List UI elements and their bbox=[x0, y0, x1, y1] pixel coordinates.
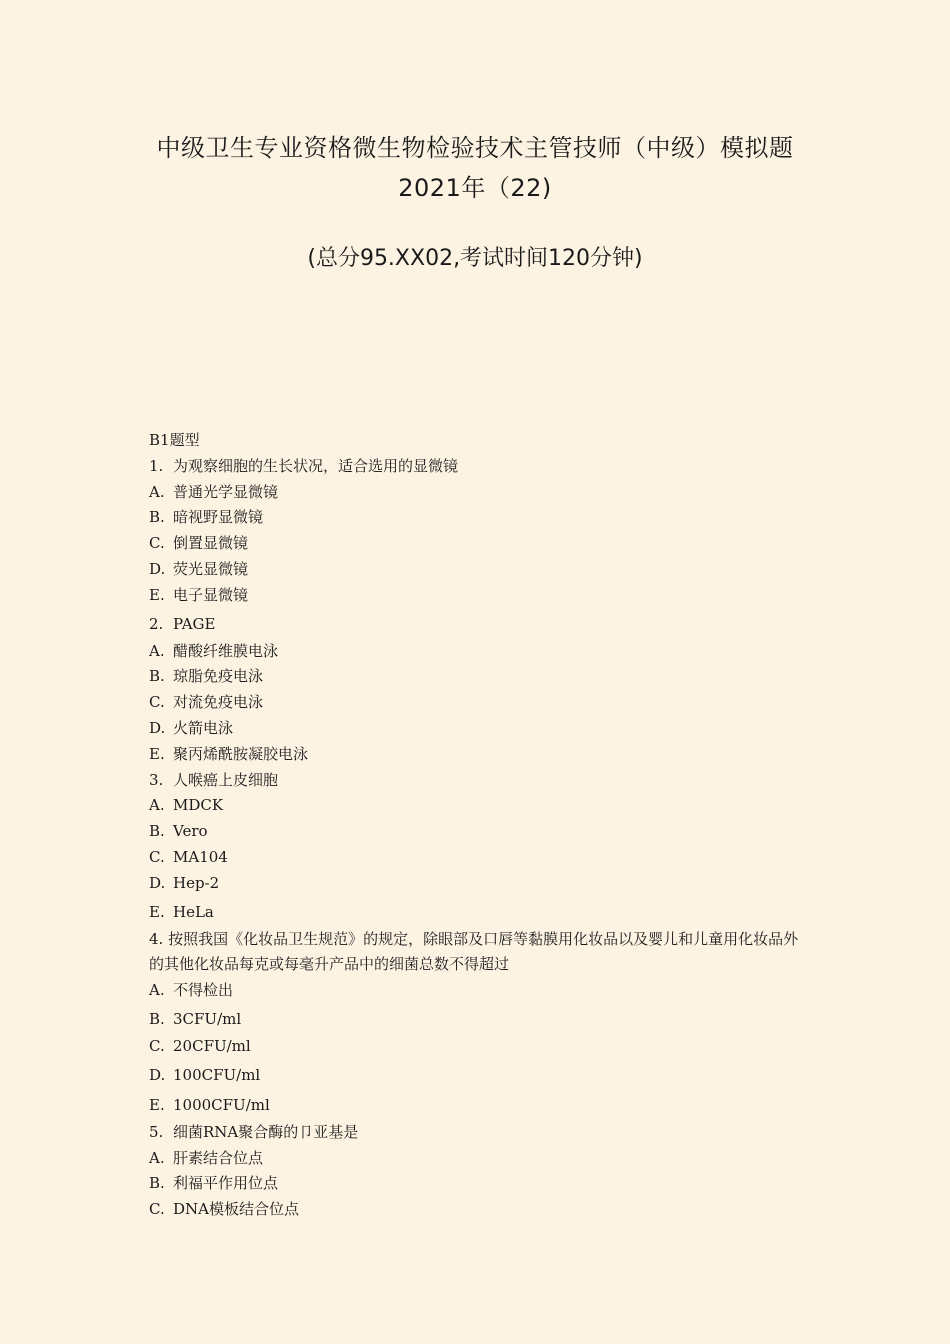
option-text: 肝素结合位点 bbox=[173, 1148, 264, 1167]
option-row bbox=[149, 1146, 809, 1172]
question-stem bbox=[149, 927, 809, 979]
option-key: B. bbox=[149, 508, 165, 527]
option-key: C. bbox=[149, 847, 165, 866]
question-number: 5. bbox=[149, 1122, 164, 1141]
option-text: 不得检出 bbox=[173, 981, 234, 1000]
option-row bbox=[149, 690, 809, 716]
option-key: C. bbox=[149, 1200, 165, 1219]
option-text: 倒置显微镜 bbox=[173, 534, 249, 553]
option-text: 100CFU/ml bbox=[173, 1065, 261, 1084]
option-row bbox=[149, 557, 809, 583]
option-text: 普通光学显微镜 bbox=[173, 482, 279, 501]
document-header bbox=[0, 128, 950, 274]
question-text: 按照我国《化妆品卫生规范》的规定，除眼部及口唇等黏膜用化妆品以及婴儿和儿童用化妆品外的其他化妆品每克或每毫升产品中的细菌总数不得超过 bbox=[149, 929, 799, 974]
option-row bbox=[149, 742, 809, 768]
option-text: 3CFU/ml bbox=[173, 1009, 242, 1028]
option-row bbox=[149, 583, 809, 609]
option-text: 火箭电泳 bbox=[173, 718, 234, 737]
document-title-line-2: 2021年（22) bbox=[398, 174, 552, 202]
option-text: DNA模板结合位点 bbox=[173, 1200, 299, 1219]
section-label: B1题型 bbox=[149, 431, 200, 449]
option-key: E. bbox=[149, 744, 165, 763]
question-list bbox=[149, 428, 809, 1223]
question-number: 3. bbox=[149, 770, 164, 789]
option-key: D. bbox=[149, 873, 166, 892]
question-text: PAGE bbox=[173, 614, 216, 633]
option-text: 1000CFU/ml bbox=[173, 1095, 270, 1114]
question-number: 4. bbox=[149, 929, 164, 948]
question-stem bbox=[149, 768, 809, 794]
option-text: 电子显微镜 bbox=[173, 585, 249, 604]
question-text: 人喉癌上皮细胞 bbox=[173, 770, 279, 789]
option-text: MA104 bbox=[173, 847, 228, 866]
option-key: C. bbox=[149, 534, 165, 553]
document-title-line-1: 中级卫生专业资格微生物检验技术主管技师（中级）模拟题 bbox=[156, 134, 794, 162]
option-key: D. bbox=[149, 1065, 166, 1084]
option-row bbox=[149, 716, 809, 742]
option-row bbox=[149, 1171, 809, 1197]
question-number: 1. bbox=[149, 456, 164, 475]
option-row bbox=[149, 480, 809, 506]
option-key: A. bbox=[149, 482, 165, 501]
option-text: 暗视野显微镜 bbox=[173, 508, 264, 527]
option-key: B. bbox=[149, 822, 165, 841]
option-row bbox=[149, 505, 809, 531]
option-text: HeLa bbox=[173, 902, 214, 921]
option-key: B. bbox=[149, 1009, 165, 1028]
option-row bbox=[149, 1060, 809, 1090]
option-row bbox=[149, 819, 809, 845]
option-row bbox=[149, 531, 809, 557]
option-row bbox=[149, 664, 809, 690]
option-key: A. bbox=[149, 981, 165, 1000]
option-row bbox=[149, 1034, 809, 1060]
option-key: C. bbox=[149, 1036, 165, 1055]
option-key: B. bbox=[149, 1174, 165, 1193]
option-row bbox=[149, 845, 809, 871]
option-key: E. bbox=[149, 1095, 165, 1114]
question-number: 2. bbox=[149, 614, 164, 633]
question-stem bbox=[149, 1120, 809, 1146]
question-stem bbox=[149, 609, 809, 639]
option-text: 聚丙烯酰胺凝胶电泳 bbox=[173, 744, 309, 763]
option-row bbox=[149, 871, 809, 897]
option-text: 利福平作用位点 bbox=[173, 1174, 279, 1193]
option-key: D. bbox=[149, 718, 166, 737]
question-text: 细菌RNA聚合酶的卩亚基是 bbox=[173, 1122, 359, 1141]
option-row bbox=[149, 793, 809, 819]
option-text: 琼脂免疫电泳 bbox=[173, 667, 264, 686]
option-text: 20CFU/ml bbox=[173, 1036, 251, 1055]
option-row bbox=[149, 1004, 809, 1034]
option-key: E. bbox=[149, 902, 165, 921]
option-text: 醋酸纤维膜电泳 bbox=[173, 641, 279, 660]
option-key: E. bbox=[149, 585, 165, 604]
option-row bbox=[149, 1197, 809, 1223]
option-key: A. bbox=[149, 1148, 165, 1167]
option-text: Hep-2 bbox=[173, 873, 220, 892]
option-row bbox=[149, 639, 809, 665]
option-text: 荧光显微镜 bbox=[173, 559, 249, 578]
option-text: 对流免疫电泳 bbox=[173, 693, 264, 712]
option-row bbox=[149, 897, 809, 927]
option-key: A. bbox=[149, 641, 165, 660]
option-text: MDCK bbox=[173, 796, 224, 815]
option-key: D. bbox=[149, 559, 166, 578]
option-row bbox=[149, 978, 809, 1004]
option-row bbox=[149, 1090, 809, 1120]
question-stem bbox=[149, 454, 809, 480]
option-key: B. bbox=[149, 667, 165, 686]
question-text: 为观察细胞的生长状况，适合选用的显微镜 bbox=[173, 456, 459, 475]
option-text: Vero bbox=[173, 822, 208, 841]
option-key: A. bbox=[149, 796, 165, 815]
exam-info: (总分95.XX02,考试时间120分钟) bbox=[307, 246, 643, 271]
option-key: C. bbox=[149, 693, 165, 712]
